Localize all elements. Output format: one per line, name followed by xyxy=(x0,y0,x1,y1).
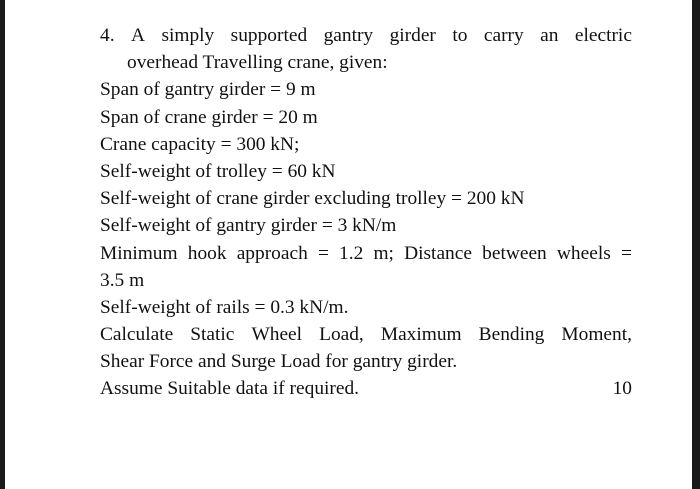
given-wheel-distance: 3.5 m xyxy=(100,269,145,291)
title-word: girder xyxy=(389,25,436,46)
hook-word: approach xyxy=(236,242,308,264)
task-word: Static xyxy=(190,324,235,346)
title-word: simply xyxy=(161,25,215,46)
assume-text: Assume Suitable data if required. xyxy=(100,378,360,400)
title-word: electric xyxy=(574,25,632,46)
task-word: Calculate xyxy=(100,324,174,346)
given-crane-capacity: Crane capacity = 300 kN; xyxy=(100,133,300,155)
question-number: 4. xyxy=(100,25,115,46)
question-title-line-1 xyxy=(100,22,632,49)
task-word: Maximum xyxy=(380,324,462,346)
title-word: carry xyxy=(483,25,524,46)
title-word: gantry xyxy=(323,25,374,46)
right-border xyxy=(692,0,700,489)
title-word: A xyxy=(130,25,145,46)
hook-word: m; xyxy=(373,242,394,264)
hook-word: hook xyxy=(187,242,227,264)
hook-word: between xyxy=(482,242,547,264)
hook-word: Distance xyxy=(404,242,472,264)
given-span-crane: Span of crane girder = 20 m xyxy=(100,106,318,128)
question-block xyxy=(100,22,632,403)
given-crane-girder-weight: Self-weight of crane girder excluding trolley = 200 kN xyxy=(100,188,525,210)
task-line-2: Shear Force and Surge Load for gantry girder. xyxy=(100,351,458,373)
given-span-gantry: Span of gantry girder = 9 m xyxy=(100,79,316,101)
task-word: Load, xyxy=(319,324,364,346)
hook-word: = xyxy=(317,242,329,264)
given-gantry-weight: Self-weight of gantry girder = 3 kN/m xyxy=(100,215,397,237)
left-border xyxy=(0,0,5,489)
hook-word: wheels xyxy=(556,242,611,264)
title-word: an xyxy=(540,25,559,46)
task-word: Moment, xyxy=(561,324,632,346)
title-word: to xyxy=(452,25,468,46)
given-rail-weight: Self-weight of rails = 0.3 kN/m. xyxy=(100,296,349,318)
task-word: Bending xyxy=(478,324,545,346)
task-word: Wheel xyxy=(251,324,303,346)
hook-word: 1.2 xyxy=(339,242,364,264)
task-line-1 xyxy=(100,321,632,348)
assume-line xyxy=(100,375,632,402)
question-title-line-2: overhead Travelling crane, given: xyxy=(127,52,388,74)
given-trolley-weight: Self-weight of trolley = 60 kN xyxy=(100,160,336,182)
hook-word: = xyxy=(620,242,632,264)
hook-word: Minimum xyxy=(100,242,178,264)
marks-value: 10 xyxy=(612,378,632,400)
given-hook-approach-line xyxy=(100,240,632,267)
title-word: supported xyxy=(230,25,308,46)
